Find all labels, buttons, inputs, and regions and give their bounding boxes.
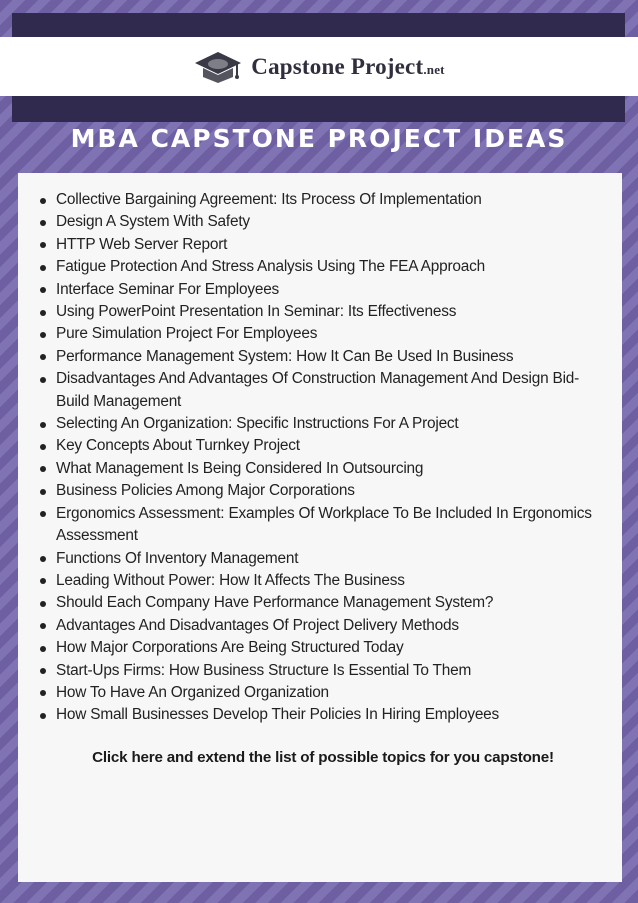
bullet-icon	[40, 556, 46, 562]
bullet-icon	[40, 713, 46, 719]
list-item	[38, 548, 608, 570]
list-item-text: Interface Seminar For Employees	[56, 280, 280, 298]
list-item-text: Functions Of Inventory Management	[56, 549, 299, 567]
bullet-icon	[40, 444, 46, 450]
list-item	[38, 503, 608, 548]
list-item-text: Collective Bargaining Agreement: Its Process Of Implementation	[56, 191, 482, 208]
brand-logo[interactable]	[193, 49, 444, 85]
list-item	[38, 660, 608, 682]
list-item	[38, 368, 608, 413]
list-item-text: Business Policies Among Major Corporations	[56, 482, 355, 500]
list-item	[38, 211, 608, 233]
list-item-text: Start-Ups Firms: How Business Structure Is Essential To Them	[56, 661, 472, 679]
brand-name	[251, 54, 444, 80]
content-panel	[18, 173, 622, 882]
bullet-icon	[40, 310, 46, 316]
list-item	[38, 189, 608, 211]
bullet-icon	[40, 242, 46, 248]
list-item-text: Should Each Company Have Performance Management System?	[56, 594, 494, 612]
list-item	[38, 592, 608, 614]
list-item-text: Leading Without Power: How It Affects The Business	[56, 571, 405, 589]
list-item	[38, 435, 608, 457]
bullet-icon	[40, 198, 46, 204]
cta-link[interactable]: Click here and extend the list of possible topics for you capstone!	[92, 748, 554, 766]
bullet-icon	[40, 332, 46, 338]
list-item	[38, 615, 608, 637]
bullet-icon	[40, 690, 46, 696]
header-top-bar	[12, 13, 625, 37]
list-item	[38, 234, 608, 256]
bullet-icon	[40, 623, 46, 629]
bullet-icon	[40, 646, 46, 652]
list-item-text: Selecting An Organization: Specific Instructions For A Project	[56, 415, 459, 433]
list-item-text: Disadvantages And Advantages Of Construction Management And Design Bid-Build Management	[56, 370, 580, 410]
bullet-icon	[40, 668, 46, 674]
list-item-text: Design A System With Safety	[56, 213, 250, 231]
list-item-text: Pure Simulation Project For Employees	[56, 325, 318, 343]
bullet-icon	[40, 511, 46, 517]
bullet-icon	[40, 354, 46, 360]
list-item	[38, 704, 608, 726]
bullet-icon	[40, 287, 46, 293]
page-title: MBA CAPSTONE PROJECT IDEAS	[70, 124, 568, 153]
list-item-text: What Management Is Being Considered In Outsourcing	[56, 459, 424, 477]
list-item-text: Advantages And Disadvantages Of Project Delivery Methods	[56, 616, 459, 634]
list-item	[38, 458, 608, 480]
bullet-icon	[40, 466, 46, 472]
list-item-text: Performance Management System: How It Can Be Used In Business	[56, 347, 514, 365]
list-item	[38, 323, 608, 345]
bullet-icon	[40, 422, 46, 428]
bullet-icon	[40, 220, 46, 226]
list-item-text: Fatigue Protection And Stress Analysis Using The FEA Approach	[56, 258, 485, 276]
brand-name-main: Capstone Project	[251, 53, 424, 79]
bullet-icon	[40, 578, 46, 584]
topic-list	[38, 189, 608, 727]
bullet-icon	[40, 601, 46, 607]
list-item	[38, 256, 608, 278]
list-item-text: Ergonomics Assessment: Examples Of Workplace To Be Included In Ergonomics Assessment	[56, 504, 592, 545]
capstone-logo-icon	[193, 49, 243, 85]
list-item-text: How Small Businesses Develop Their Policies In Hiring Employees	[56, 706, 500, 724]
bullet-icon	[40, 489, 46, 495]
list-item	[38, 570, 608, 592]
list-item-text: Using PowerPoint Presentation In Seminar: Its Effectiveness	[56, 303, 457, 321]
list-item-text: How Major Corporations Are Being Structured Today	[56, 639, 404, 657]
list-item	[38, 301, 608, 323]
list-item	[38, 413, 608, 435]
logo-band	[0, 37, 638, 96]
list-item-text: Key Concepts About Turnkey Project	[56, 437, 300, 455]
list-item	[38, 279, 608, 301]
list-item	[38, 637, 608, 659]
list-item	[38, 480, 608, 502]
list-item	[38, 346, 608, 368]
bullet-icon	[40, 265, 46, 271]
bullet-icon	[40, 377, 46, 383]
list-item	[38, 682, 608, 704]
list-item-text: How To Have An Organized Organization	[56, 683, 329, 701]
brand-name-suffix: .net	[423, 61, 445, 77]
header-bottom-bar	[12, 96, 625, 122]
list-item-text: HTTP Web Server Report	[56, 235, 228, 253]
